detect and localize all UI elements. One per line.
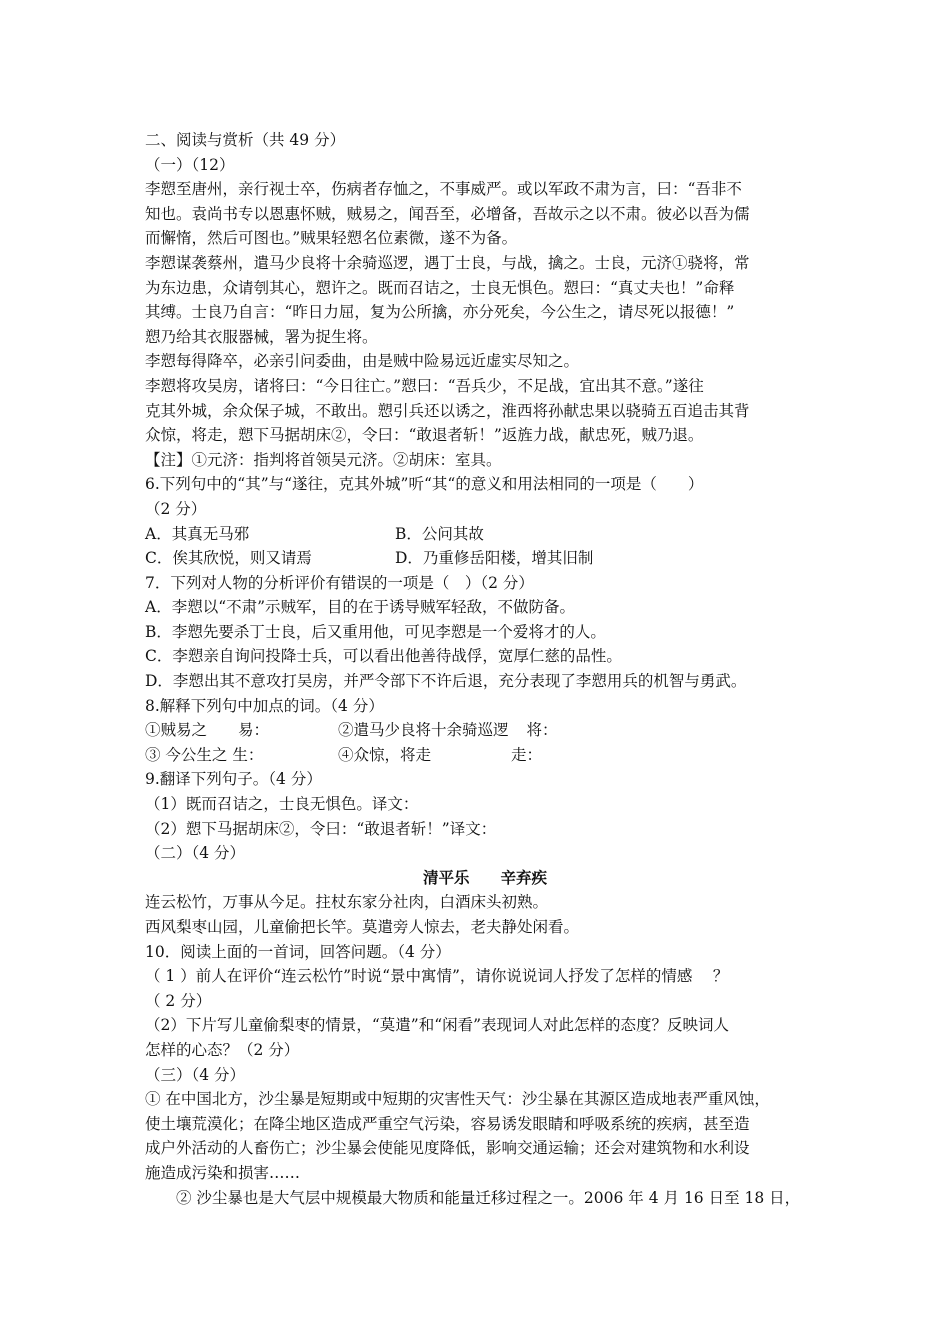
article-line: 成户外活动的人畜伤亡；沙尘暴会使能见度降低，影响交通运输；还会对建筑物和水利设 — [145, 1139, 750, 1158]
item-2-blank: 将： — [526, 721, 558, 740]
question-10-sub2: （2）下片写儿童偷梨枣的情景，“莫遣”和“闲看”表现词人对此怎样的态度？反映词人 — [145, 1016, 730, 1035]
translate-1: （1）既而召诘之，士良无惧色。译文： — [145, 795, 419, 814]
passage-line: 李愬谋袭蔡州，遣马少良将十余骑巡逻，遇丁士良，与战，擒之。士良，元济①骁将，常 — [145, 253, 750, 272]
question-6-options-cd — [145, 546, 825, 571]
passage-line: 愬乃给其衣服器械，署为捉生将。 — [145, 327, 378, 346]
exam-page — [145, 128, 825, 1210]
item-1: ①贼易之 易： — [145, 721, 270, 740]
question-8-row2 — [145, 743, 825, 768]
section-heading: 二、阅读与赏析（共 49 分） — [145, 131, 346, 149]
item-4: ④众惊，将走 — [338, 745, 432, 764]
passage-line: 克其外城，余众保子城，不敢出。愬引兵还以诱之，淮西将孙献忠果以骁骑五百追击其背 — [145, 401, 750, 420]
article-line: 施造成污染和损害…… — [145, 1163, 301, 1182]
translate-2: （2）愬下马据胡床②，令曰：“敢退者斩！”译文： — [145, 819, 497, 838]
poem-line: 连云松竹，万事从今足。拄杖东家分社肉，白酒床头初熟。 — [145, 893, 549, 912]
question-7-stem: 7．下列对人物的分析评价有错误的一项是（ ）（2 分） — [145, 573, 534, 592]
poem-line: 西风梨枣山园，儿童偷把长竿。莫遣旁人惊去，老夫静处闲看。 — [145, 918, 580, 936]
item-4-blank: 走： — [511, 745, 543, 764]
passage-line: 李愬将攻吴房，诸将曰：“今日往亡。”愬曰：“吾兵少，不足战，宜出其不意。”遂往 — [145, 376, 704, 395]
option-b: B．李愬先要杀丁士良，后又重用他，可见李愬是一个爱将才的人。 — [145, 622, 606, 641]
option-a: A．其真无马邪 — [145, 524, 250, 543]
option-a: A．李愬以“不肃”示贼军，目的在于诱导贼军轻敌，不做防备。 — [145, 598, 576, 617]
question-6-score: （2 分） — [145, 499, 207, 518]
question-10-stem: 10．阅读上面的一首词，回答问题。（4 分） — [145, 942, 451, 961]
part-label: （三）（4 分） — [145, 1065, 246, 1084]
part-label: （二）（4 分） — [145, 844, 246, 863]
question-8-row1 — [145, 718, 825, 743]
item-3: ③ 今公生之 生： — [145, 745, 264, 764]
option-d: D．乃重修岳阳楼，增其旧制 — [395, 549, 594, 568]
option-c: C．李愬亲自询问投降士兵，可以看出他善待战俘，宽厚仁慈的品性。 — [145, 647, 622, 666]
passage-line: 知也。袁尚书专以恩惠怀贼，贼易之，闻吾至，必增备，吾故示之以不肃。彼必以吾为儒 — [145, 204, 750, 223]
passage-note: 【注】①元济：指判将首领吴元济。②胡床：室具。 — [145, 450, 502, 469]
question-10-sub2: 怎样的心态？（2 分） — [145, 1040, 300, 1059]
question-8-stem: 8.解释下列句中加点的词。（4 分） — [145, 696, 384, 715]
passage-line: 众惊，将走，愬下马据胡床②，令曰：“敢退者斩！”返旌力战，献忠死，贼乃退。 — [145, 426, 704, 445]
passage-line: 为东边患，众请刳其心，愬许之。既而召诘之，士良无惧色。愬曰：“真丈夫也！”命释 — [145, 278, 735, 297]
item-2: ②遣马少良将十余骑巡逻 — [338, 721, 509, 740]
option-d: D．李愬出其不意攻打吴房，并严令部下不许后退，充分表现了李愬用兵的机智与勇武。 — [145, 672, 747, 691]
article-line: ① 在中国北方，沙尘暴是短期或中短期的灾害性天气：沙尘暴在其源区造成地表严重风蚀， — [145, 1090, 770, 1109]
option-c: C．俟其欣悦，则又请焉 — [145, 549, 312, 568]
poem-title: 清平乐 辛弃疾 — [422, 867, 547, 887]
question-10-sub1: （ 1 ）前人在评价“连云松竹”时说“景中寓情”，请你说说词人抒发了怎样的情感 ？ — [145, 967, 729, 986]
question-10-sub1-score: （ 2 分） — [145, 991, 212, 1010]
passage-line: 而懈惰，然后可图也。”贼果轻愬名位素微，遂不为备。 — [145, 229, 518, 248]
part-label: （一）（12） — [145, 155, 235, 174]
passage-line: 李愬每得降卒，必亲引问委曲，由是贼中险易远近虚实尽知之。 — [145, 352, 580, 371]
question-6-options-ab — [145, 522, 825, 547]
article-line: ② 沙尘暴也是大气层中规模最大物质和能量迁移过程之一。2006 年 4 月 16 日至 18 日， — [176, 1188, 801, 1207]
option-b: B．公问其故 — [395, 524, 484, 543]
passage-line: 其缚。士良乃自言：“昨日力屈，复为公所擒，亦分死矣，今公生之，请尽死以报德！” — [145, 303, 735, 322]
question-6-stem: 6.下列句中的“其”与“遂往，克其外城”听“其“的意义和用法相同的一项是（ ） — [145, 475, 704, 494]
passage-line: 李愬至唐州，亲行视士卒，伤病者存恤之，不事威严。或以军政不肃为言，曰：“吾非不 — [145, 180, 742, 199]
article-line: 使土壤荒漠化；在降尘地区造成严重空气污染，容易诱发眼睛和呼吸系统的疾病，甚至造 — [145, 1114, 750, 1133]
question-9-stem: 9.翻译下列句子。（4 分） — [145, 770, 322, 789]
